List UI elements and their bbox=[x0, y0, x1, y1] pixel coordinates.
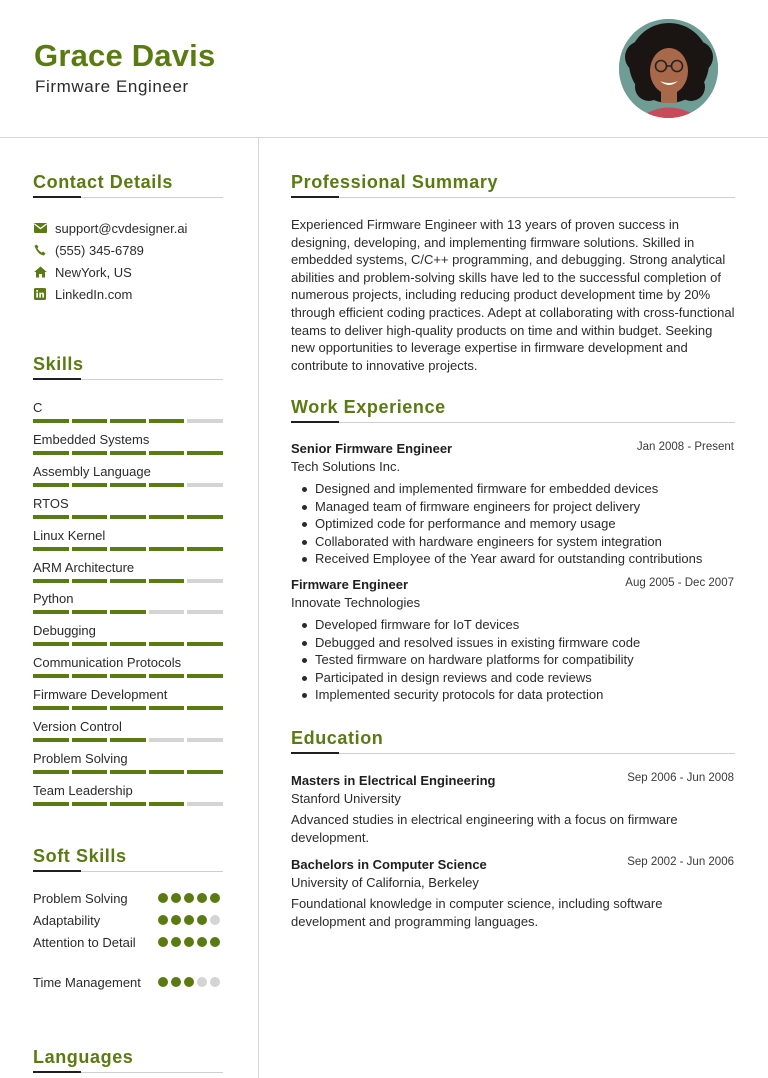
languages-rule bbox=[33, 1072, 223, 1073]
skill-segment-filled bbox=[187, 706, 223, 710]
degree-description: Foundational knowledge in computer science, including software development and programming languages. bbox=[291, 896, 663, 929]
skill-label: Python bbox=[33, 591, 74, 607]
skill-label: Linux Kernel bbox=[33, 527, 106, 543]
soft-skill-rating bbox=[158, 977, 220, 987]
skill-segment-filled bbox=[33, 642, 69, 646]
skill-segment-empty bbox=[187, 483, 223, 487]
skill-item bbox=[33, 654, 223, 678]
skill-segment-filled bbox=[72, 738, 108, 742]
skill-segment-filled bbox=[72, 451, 108, 455]
skill-segment-filled bbox=[110, 642, 146, 646]
skill-segment-filled bbox=[149, 706, 185, 710]
rating-dot-filled bbox=[171, 893, 181, 903]
skill-segment-filled bbox=[110, 547, 146, 551]
degree-title: Bachelors in Computer Science bbox=[291, 857, 487, 872]
rating-dot-filled bbox=[158, 937, 168, 947]
skill-segment-filled bbox=[72, 770, 108, 774]
contact-linkedin-text: LinkedIn.com bbox=[55, 286, 133, 302]
job-title: Senior Firmware Engineer bbox=[291, 441, 453, 456]
skill-segment-filled bbox=[72, 547, 108, 551]
skill-segment-filled bbox=[187, 515, 223, 519]
skill-item bbox=[33, 527, 223, 551]
job-dates: Jan 2008 - Present bbox=[636, 441, 734, 453]
degree-description: Advanced studies in electrical engineering with a focus on firmware development. bbox=[291, 812, 678, 845]
skill-level-bar bbox=[33, 642, 223, 646]
skill-segment-filled bbox=[149, 419, 185, 423]
skill-segment-filled bbox=[33, 483, 69, 487]
skill-label: Firmware Development bbox=[33, 687, 168, 703]
skill-level-bar bbox=[33, 483, 223, 487]
phone-icon bbox=[33, 243, 47, 257]
rating-dot-filled bbox=[171, 915, 181, 925]
skill-level-bar bbox=[33, 610, 223, 614]
skill-segment-filled bbox=[72, 579, 108, 583]
skill-level-bar bbox=[33, 674, 223, 678]
job-bullet: Tested firmware on hardware platforms for compatibility bbox=[298, 651, 738, 669]
skill-segment-filled bbox=[149, 674, 185, 678]
job-bullet: Participated in design reviews and code reviews bbox=[298, 669, 738, 687]
skill-segment-empty bbox=[187, 738, 223, 742]
skill-segment-filled bbox=[33, 451, 69, 455]
skill-level-bar bbox=[33, 419, 223, 423]
rating-dot-empty bbox=[210, 915, 220, 925]
contact-location bbox=[33, 263, 132, 281]
school-name: Stanford University bbox=[291, 791, 401, 806]
skill-segment-filled bbox=[149, 770, 185, 774]
soft-skill-rating bbox=[158, 937, 220, 947]
job-bullet: Collaborated with hardware engineers for system integration bbox=[298, 533, 738, 551]
skill-segment-filled bbox=[33, 419, 69, 423]
column-divider bbox=[258, 138, 259, 1078]
skill-segment-filled bbox=[149, 802, 185, 806]
soft-skill-item bbox=[33, 912, 223, 930]
skill-level-bar bbox=[33, 579, 223, 583]
job-bullets bbox=[298, 480, 738, 568]
skill-level-bar bbox=[33, 706, 223, 710]
contact-rule bbox=[33, 197, 223, 198]
skill-level-bar bbox=[33, 547, 223, 551]
rating-dot-filled bbox=[158, 977, 168, 987]
job-title: Firmware Engineer bbox=[291, 577, 409, 592]
skill-item bbox=[33, 622, 223, 646]
skill-segment-filled bbox=[187, 770, 223, 774]
skill-item bbox=[33, 750, 223, 774]
experience-rule bbox=[291, 422, 735, 423]
soft-skills-heading: Soft Skills bbox=[33, 846, 127, 866]
job-bullets bbox=[298, 616, 738, 704]
skill-item bbox=[33, 718, 223, 742]
skill-segment-filled bbox=[110, 483, 146, 487]
skill-segment-filled bbox=[33, 579, 69, 583]
rating-dot-filled bbox=[158, 915, 168, 925]
soft-skills-rule bbox=[33, 871, 223, 872]
skill-segment-empty bbox=[187, 610, 223, 614]
skill-level-bar bbox=[33, 738, 223, 742]
skill-item bbox=[33, 495, 223, 519]
languages-heading: Languages bbox=[33, 1047, 134, 1067]
skill-level-bar bbox=[33, 451, 223, 455]
skill-level-bar bbox=[33, 770, 223, 774]
contact-heading: Contact Details bbox=[33, 172, 174, 192]
job-bullet: Designed and implemented firmware for embedded devices bbox=[298, 480, 738, 498]
skill-segment-filled bbox=[187, 642, 223, 646]
skill-segment-filled bbox=[72, 419, 108, 423]
degree-dates: Sep 2002 - Jun 2006 bbox=[627, 856, 734, 868]
skill-segment-filled bbox=[72, 674, 108, 678]
skill-item bbox=[33, 399, 223, 423]
skill-segment-filled bbox=[110, 419, 146, 423]
skill-segment-filled bbox=[149, 642, 185, 646]
skill-segment-filled bbox=[187, 674, 223, 678]
skill-segment-filled bbox=[110, 802, 146, 806]
profile-photo bbox=[619, 19, 718, 118]
contact-linkedin[interactable] bbox=[33, 285, 132, 303]
skill-segment-empty bbox=[187, 802, 223, 806]
rating-dot-filled bbox=[197, 937, 207, 947]
skill-label: Version Control bbox=[33, 719, 122, 734]
skill-label: Problem Solving bbox=[33, 750, 128, 766]
skill-level-bar bbox=[33, 515, 223, 519]
skill-segment-filled bbox=[33, 547, 69, 551]
skills-rule bbox=[33, 379, 223, 380]
job-company: Tech Solutions Inc. bbox=[291, 459, 401, 474]
skill-segment-empty bbox=[149, 610, 185, 614]
skill-segment-filled bbox=[149, 483, 185, 487]
skill-segment-filled bbox=[110, 738, 146, 742]
skill-segment-filled bbox=[187, 547, 223, 551]
skill-segment-empty bbox=[149, 738, 185, 742]
soft-skill-rating bbox=[158, 893, 220, 903]
skill-segment-filled bbox=[72, 802, 108, 806]
linkedin-icon bbox=[33, 287, 47, 301]
skills-heading: Skills bbox=[33, 354, 84, 374]
contact-email-text: support@cvdesigner.ai bbox=[55, 220, 188, 236]
summary-rule bbox=[291, 197, 735, 198]
contact-location-text: NewYork, US bbox=[55, 264, 132, 280]
skill-segment-filled bbox=[149, 579, 185, 583]
skill-segment-filled bbox=[33, 802, 69, 806]
soft-skill-label: Time Management bbox=[33, 975, 141, 990]
soft-skill-item bbox=[33, 974, 223, 992]
skill-item bbox=[33, 782, 223, 806]
rating-dot-filled bbox=[184, 915, 194, 925]
skill-segment-empty bbox=[187, 579, 223, 583]
skill-segment-filled bbox=[110, 515, 146, 519]
soft-skill-item bbox=[33, 934, 223, 952]
skill-segment-filled bbox=[110, 674, 146, 678]
job-company: Innovate Technologies bbox=[291, 595, 421, 610]
skill-level-bar bbox=[33, 802, 223, 806]
skill-segment-filled bbox=[33, 674, 69, 678]
rating-dot-filled bbox=[184, 937, 194, 947]
skill-item bbox=[33, 431, 223, 455]
rating-dot-filled bbox=[184, 977, 194, 987]
skill-segment-filled bbox=[33, 770, 69, 774]
summary-heading: Professional Summary bbox=[291, 172, 499, 192]
skill-segment-filled bbox=[33, 706, 69, 710]
soft-skill-rating bbox=[158, 915, 220, 925]
skill-segment-filled bbox=[110, 770, 146, 774]
skill-segment-filled bbox=[149, 547, 185, 551]
skill-segment-filled bbox=[33, 738, 69, 742]
candidate-name: Grace Davis bbox=[34, 38, 216, 73]
job-bullet: Managed team of firmware engineers for project delivery bbox=[298, 498, 738, 516]
skill-segment-filled bbox=[187, 451, 223, 455]
job-bullet: Implemented security protocols for data protection bbox=[298, 686, 738, 704]
soft-skill-label: Adaptability bbox=[33, 913, 101, 928]
education-heading: Education bbox=[291, 728, 384, 748]
job-dates: Aug 2005 - Dec 2007 bbox=[625, 577, 734, 589]
skill-segment-filled bbox=[72, 642, 108, 646]
skill-segment-filled bbox=[110, 610, 146, 614]
rating-dot-empty bbox=[197, 977, 207, 987]
rating-dot-filled bbox=[171, 937, 181, 947]
contact-email[interactable] bbox=[33, 219, 187, 237]
rating-dot-filled bbox=[197, 893, 207, 903]
rating-dot-filled bbox=[210, 937, 220, 947]
degree-dates: Sep 2006 - Jun 2008 bbox=[627, 772, 734, 784]
summary-text: Experienced Firmware Engineer with 13 years of proven success in designing, developing, and implementing firmware solutions. Skilled in embedded systems, C/C++ programming, and debugging. Strong analytical abilities and problem-solving skills have led to the successful completion of numerous projects, including reducing product development time by 20% through efficient coding practices. Adept at collaborating with cross-functional teams to deliver high-quality products on time and within budget. Seeking new opportunities to leverage expertise in firmware development and contribute to innovative projects. bbox=[291, 217, 735, 373]
job-bullet: Received Employee of the Year award for outstanding contributions bbox=[298, 550, 738, 568]
rating-dot-filled bbox=[197, 915, 207, 925]
skill-segment-filled bbox=[149, 451, 185, 455]
skill-segment-filled bbox=[110, 579, 146, 583]
rating-dot-filled bbox=[171, 977, 181, 987]
skill-label: ARM Architecture bbox=[33, 559, 135, 575]
envelope-icon bbox=[33, 221, 47, 235]
soft-skill-label: Attention to Detail bbox=[33, 935, 136, 950]
skill-segment-filled bbox=[33, 610, 69, 614]
skill-segment-filled bbox=[149, 515, 185, 519]
skill-segment-filled bbox=[72, 706, 108, 710]
job-bullet: Developed firmware for IoT devices bbox=[298, 616, 738, 634]
skill-label: Assembly Language bbox=[33, 463, 151, 479]
degree-title: Masters in Electrical Engineering bbox=[291, 773, 496, 788]
rating-dot-filled bbox=[184, 893, 194, 903]
skill-label: Debugging bbox=[33, 623, 96, 639]
soft-skill-item bbox=[33, 890, 223, 908]
school-name: University of California, Berkeley bbox=[291, 875, 479, 890]
rating-dot-empty bbox=[210, 977, 220, 987]
candidate-title: Firmware Engineer bbox=[35, 77, 189, 96]
experience-heading: Work Experience bbox=[291, 397, 446, 417]
skill-label: Communication Protocols bbox=[33, 655, 182, 671]
skill-segment-empty bbox=[187, 419, 223, 423]
contact-phone-text: (555) 345-6789 bbox=[55, 242, 144, 258]
job-bullet: Optimized code for performance and memory usage bbox=[298, 515, 738, 533]
skill-segment-filled bbox=[72, 515, 108, 519]
skill-label: Embedded Systems bbox=[33, 431, 150, 447]
education-rule bbox=[291, 753, 735, 754]
home-icon bbox=[33, 265, 47, 279]
skill-label: C bbox=[33, 400, 43, 415]
job-bullet: Debugged and resolved issues in existing firmware code bbox=[298, 634, 738, 652]
skill-label: Team Leadership bbox=[33, 782, 133, 798]
rating-dot-filled bbox=[210, 893, 220, 903]
skill-item bbox=[33, 686, 223, 710]
contact-phone[interactable] bbox=[33, 241, 144, 259]
resume-header bbox=[0, 0, 768, 138]
skill-segment-filled bbox=[110, 451, 146, 455]
skill-item bbox=[33, 463, 223, 487]
skill-segment-filled bbox=[110, 706, 146, 710]
skill-segment-filled bbox=[72, 483, 108, 487]
skill-item bbox=[33, 559, 223, 583]
skill-segment-filled bbox=[33, 515, 69, 519]
rating-dot-filled bbox=[158, 893, 168, 903]
skill-segment-filled bbox=[72, 610, 108, 614]
skill-item bbox=[33, 590, 223, 614]
skill-label: RTOS bbox=[33, 495, 69, 511]
soft-skill-label: Problem Solving bbox=[33, 891, 128, 906]
